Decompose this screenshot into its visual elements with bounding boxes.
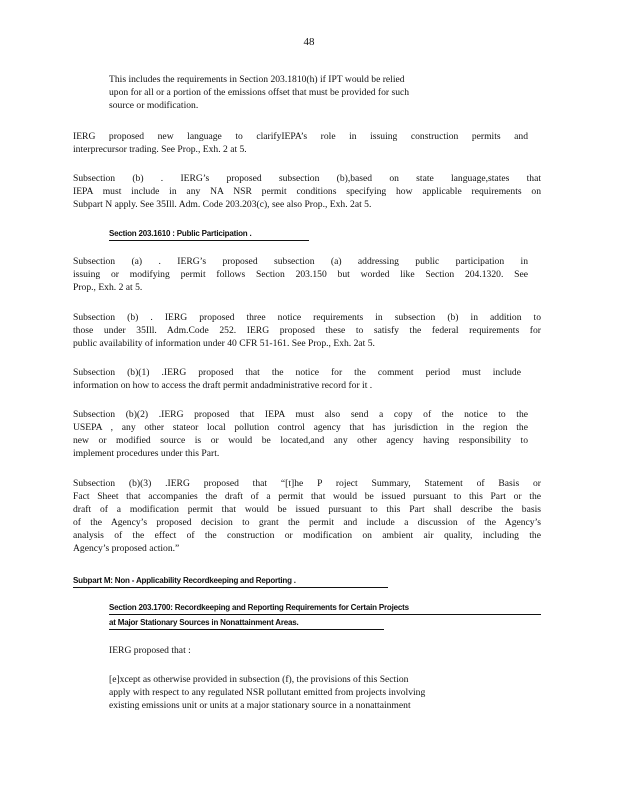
paragraph-b1	[73, 366, 521, 392]
paragraph-line: Subsection (b)(2) .IERG proposed that IEPA must also send a copy of the notice to the	[73, 409, 528, 420]
paragraph-line: Subpart N apply. See 35Ill. Adm. Code 203.203(c), see also Prop., Exh. 2at 5.	[73, 199, 372, 210]
paragraph-ierg-proposed-that	[109, 644, 191, 657]
paragraph-line: draft of a modification permit that would be issued pursuant to this Part shall describe the basis	[73, 504, 541, 515]
paragraph-line: Subsection (b)(1) .IERG proposed that the notice for the comment period must include	[73, 367, 521, 378]
heading-underline	[109, 240, 309, 241]
paragraph-subsection-b	[73, 172, 541, 211]
paragraph-public-participation-a	[73, 255, 528, 294]
paragraph-line: Subsection (b)(3) .IERG proposed that “[t]he P roject Summary, Statement of Basis or	[73, 478, 541, 489]
quote-line: This includes the requirements in Section 203.1810(h) if IPT would be relied	[109, 74, 405, 85]
paragraph-b2	[73, 408, 528, 460]
paragraph-line: issuing or modifying permit follows Section 203.150 but worded like Section 204.1320. See	[73, 269, 528, 280]
quote-line: source or modification.	[109, 100, 199, 111]
paragraph-line: Fact Sheet that accompanies the draft of a permit that would be issued pursuant to this Part or the	[73, 491, 541, 502]
paragraph-line: USEPA , any other stateor local pollution control agency that has jurisdiction in the region the	[73, 422, 528, 433]
paragraph-line: IEPA must include in any NA NSR permit conditions specifying how applicable requirements on	[73, 186, 541, 197]
quote-block-2	[109, 673, 504, 712]
paragraph-line: information on how to access the draft permit andadministrative record for it .	[73, 380, 373, 391]
paragraph-line: Agency’s proposed action.”	[73, 543, 180, 554]
paragraph-line: Prop., Exh. 2 at 5.	[73, 282, 143, 293]
quote-line: [e]xcept as otherwise provided in subsection (f), the provisions of this Section	[109, 674, 409, 685]
paragraph-line: IERG proposed that :	[109, 645, 191, 656]
quote-line: upon for all or a portion of the emissions offset that must be provided for such	[109, 87, 410, 98]
quote-line: existing emissions unit or units at a major stationary source in a nonattainment	[109, 700, 411, 711]
paragraph-clarify	[73, 130, 528, 156]
paragraph-line: analysis of the effect of the construction or modification on ambient air quality, including the	[73, 530, 541, 541]
quote-block-1	[109, 73, 487, 112]
section-heading-recordkeeping-cont: at Major Stationary Sources in Nonattainment Areas.	[109, 618, 299, 627]
heading-underline	[73, 587, 388, 588]
paragraph-line: Subsection (a) . IERG’s proposed subsection (a) addressing public participation in	[73, 256, 528, 267]
page-number: 48	[303, 36, 315, 48]
heading-underline	[109, 629, 384, 630]
paragraph-line: Subsection (b) . IERG proposed three notice requirements in subsection (b) in addition to	[73, 312, 541, 323]
quote-line: apply with respect to any regulated NSR pollutant emitted from projects involving	[109, 687, 426, 698]
subpart-heading: Subpart M: Non - Applicability Recordkeeping and Reporting .	[73, 576, 296, 585]
section-heading-public-participation: Section 203.1610 : Public Participation .	[109, 229, 252, 238]
paragraph-line: Subsection (b) . IERG’s proposed subsection (b),based on state language,states that	[73, 173, 541, 184]
paragraph-line: IERG proposed new language to clarifyIEPA’s role in issuing construction permits and	[73, 131, 528, 142]
section-heading-recordkeeping: Section 203.1700: Recordkeeping and Reporting Requirements for Certain Projects	[109, 603, 409, 612]
paragraph-line: those under 35Ill. Adm.Code 252. IERG proposed these to satisfy the federal requirements for	[73, 325, 541, 336]
paragraph-line: interprecursor trading. See Prop., Exh. 2 at 5.	[73, 144, 247, 155]
paragraph-line: implement procedures under this Part.	[73, 448, 220, 459]
paragraph-b3	[73, 477, 541, 555]
paragraph-line: public availability of information under 40 CFR 51-161. See Prop., Exh. 2at 5.	[73, 338, 375, 349]
heading-underline	[109, 614, 541, 615]
paragraph-notice-requirements	[73, 311, 541, 350]
paragraph-line: new or modified source is or would be located,and any other agency having responsibility to	[73, 435, 528, 446]
paragraph-line: of the Agency’s proposed decision to grant the permit and include a discussion of the Agency’s	[73, 517, 541, 528]
